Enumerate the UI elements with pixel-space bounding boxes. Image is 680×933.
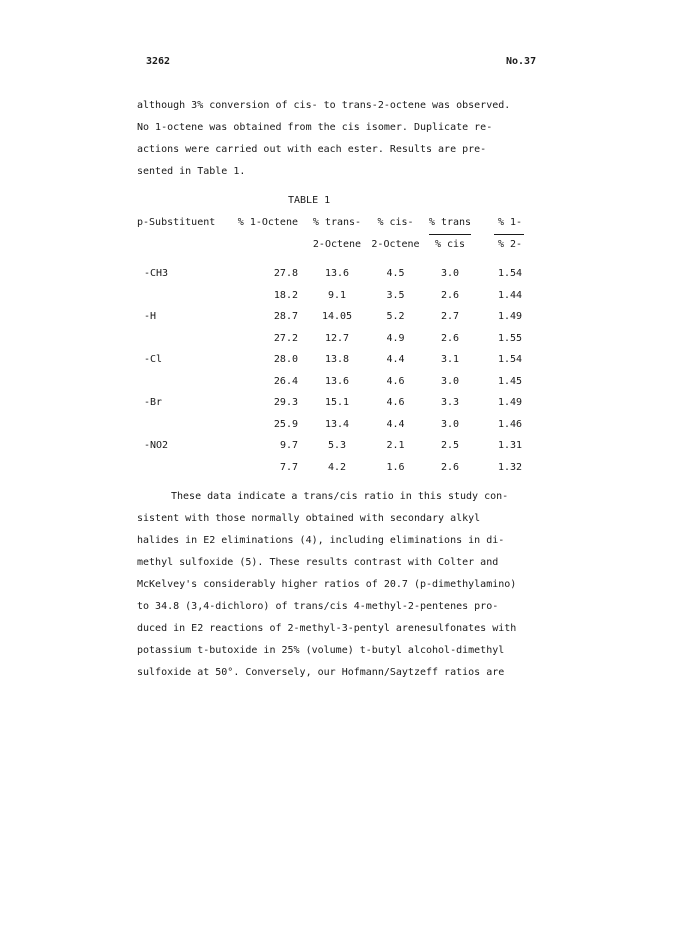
header-trans-2: 2-Octene: [312, 239, 362, 250]
header-substituent: p-Substituent: [137, 217, 216, 228]
cell-1-octene: 25.9: [273, 418, 298, 430]
cell-1-octene: 27.8: [273, 268, 298, 279]
cell-1-octene: 9.7: [279, 440, 298, 451]
cell-cis: 5.2: [386, 311, 405, 322]
text-line: sulfoxide at 50°. Conversely, our Hofmann/Saytzeff ratios are: [137, 667, 505, 678]
header-trans-ratio: % trans: [428, 217, 472, 228]
cell-1-2-ratio: 1.44: [497, 289, 523, 301]
text-line: duced in E2 reactions of 2-methyl-3-pentyl arenesulfonates with: [137, 623, 517, 634]
cell-trans: 12.7: [324, 332, 350, 344]
header-2-denominator: % 2-: [497, 239, 523, 250]
cell-cis: 4.4: [386, 354, 405, 365]
cell-1-2-ratio: 1.55: [497, 332, 523, 344]
cell-1-2-ratio: 1.54: [497, 354, 523, 365]
text-line: sistent with those normally obtained with secondary alkyl: [137, 513, 481, 524]
fraction-bar: [429, 234, 471, 235]
cell-1-octene: 29.3: [273, 397, 298, 408]
cell-cis: 4.6: [386, 397, 405, 408]
cell-cis: 4.4: [386, 418, 405, 430]
cell-trans: 13.6: [324, 375, 350, 387]
header-cis-2: 2-Octene: [371, 239, 420, 250]
header-cis-denominator: % cis: [434, 239, 466, 250]
cell-1-2-ratio: 1.49: [497, 311, 523, 322]
cell-substituent: -Cl: [144, 354, 163, 365]
cell-trans-cis-ratio: 3.3: [440, 397, 460, 408]
text-line: halides in E2 eliminations (4), including eliminations in di-: [137, 535, 505, 546]
cell-trans-cis-ratio: 2.6: [440, 332, 460, 344]
cell-1-octene: 28.7: [273, 311, 298, 322]
cell-substituent: -Br: [144, 397, 163, 408]
text-line: These data indicate a trans/cis ratio in this study con-: [171, 491, 509, 502]
cell-trans-cis-ratio: 2.6: [440, 461, 460, 473]
text-line: potassium t-butoxide in 25% (volume) t-butyl alcohol-dimethyl: [137, 645, 505, 656]
cell-trans-cis-ratio: 2.6: [440, 289, 460, 301]
cell-1-2-ratio: 1.45: [497, 375, 523, 387]
cell-trans: 13.8: [324, 354, 350, 365]
cell-1-octene: 27.2: [273, 332, 298, 344]
cell-1-octene: 18.2: [273, 289, 298, 301]
cell-trans: 13.4: [324, 418, 350, 430]
cell-1-2-ratio: 1.49: [497, 397, 523, 408]
text-line: actions were carried out with each ester. Results are pre-: [137, 144, 487, 155]
cell-cis: 4.5: [386, 268, 405, 279]
header-trans: % trans-: [312, 217, 362, 228]
header-1-octene: % 1-Octene: [237, 217, 298, 228]
cell-trans: 4.2: [327, 461, 347, 473]
cell-1-octene: 26.4: [273, 375, 298, 387]
text-line: to 34.8 (3,4-dichloro) of trans/cis 4-methyl-2-pentenes pro-: [137, 601, 499, 612]
cell-1-octene: 7.7: [279, 461, 298, 473]
page-number: 3262: [146, 56, 171, 67]
header-1-ratio: % 1-: [497, 217, 523, 228]
paragraph-discussion: [137, 486, 542, 684]
cell-1-octene: 28.0: [273, 354, 298, 365]
text-line: McKelvey's considerably higher ratios of 20.7 (p-dimethylamino): [137, 579, 517, 590]
cell-trans-cis-ratio: 2.7: [440, 311, 460, 322]
cell-trans-cis-ratio: 3.0: [440, 418, 460, 430]
paragraph-intro: [137, 95, 542, 183]
cell-cis: 1.6: [386, 461, 405, 473]
cell-trans: 15.1: [324, 397, 350, 408]
cell-1-2-ratio: 1.31: [497, 440, 523, 451]
text-line: methyl sulfoxide (5). These results contrast with Colter and: [137, 557, 499, 568]
cell-1-2-ratio: 1.32: [497, 461, 523, 473]
cell-cis: 2.1: [386, 440, 405, 451]
cell-trans: 5.3: [327, 440, 347, 451]
cell-trans: 14.05: [321, 311, 353, 322]
cell-cis: 4.9: [386, 332, 405, 344]
text-line: sented in Table 1.: [137, 166, 246, 177]
table-title: TABLE 1: [288, 195, 331, 206]
cell-1-2-ratio: 1.54: [497, 268, 523, 279]
cell-cis: 4.6: [386, 375, 405, 387]
header-cis: % cis-: [377, 217, 414, 228]
text-line: although 3% conversion of cis- to trans-2-octene was observed.: [137, 100, 511, 111]
cell-trans-cis-ratio: 3.0: [440, 375, 460, 387]
cell-trans-cis-ratio: 2.5: [440, 440, 460, 451]
cell-trans: 13.6: [324, 268, 350, 279]
cell-trans: 9.1: [327, 289, 347, 301]
fraction-bar: [494, 234, 524, 235]
cell-substituent: -CH3: [144, 268, 169, 279]
cell-1-2-ratio: 1.46: [497, 418, 523, 430]
cell-substituent: -NO2: [144, 440, 169, 451]
cell-substituent: -H: [144, 311, 157, 322]
cell-cis: 3.5: [386, 289, 405, 301]
text-line: No 1-octene was obtained from the cis isomer. Duplicate re-: [137, 122, 493, 133]
cell-trans-cis-ratio: 3.0: [440, 268, 460, 279]
cell-trans-cis-ratio: 3.1: [440, 354, 460, 365]
issue-number: No.37: [506, 56, 537, 67]
